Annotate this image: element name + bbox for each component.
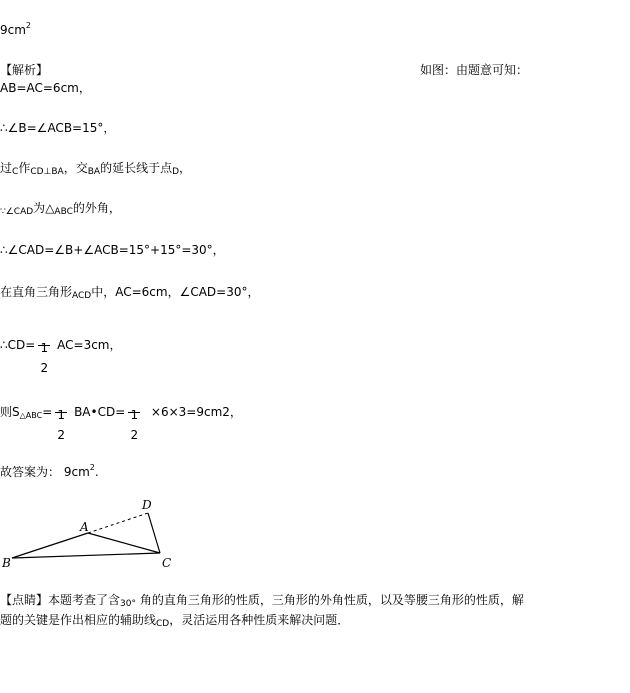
step-8-text-b: =: [42, 405, 53, 419]
segment-bc: [12, 553, 160, 558]
fraction-numerator: 1: [57, 407, 66, 422]
step-3-text-i: ，: [179, 161, 192, 175]
step-3-text-g: 的延长线于点: [100, 161, 173, 175]
final-answer-value: 9cm: [63, 465, 90, 479]
final-answer-period: .: [94, 465, 99, 479]
fraction-bar: [38, 345, 50, 346]
label-b: B: [2, 556, 11, 570]
step-3-text-e: ，交: [63, 161, 88, 175]
fraction-denominator: 2: [40, 360, 49, 375]
fraction-denominator: 2: [57, 427, 66, 442]
segment-ac: [88, 533, 160, 553]
step-6-text-a: 在直角三角形: [0, 285, 73, 299]
step-4-abc: ABC: [54, 207, 73, 217]
answer-line: [0, 18, 31, 38]
step-7-text-b: AC=3cm，: [57, 338, 122, 352]
step-3-ba: BA: [87, 167, 101, 177]
label-c: C: [162, 556, 172, 570]
fraction-bar: [128, 412, 140, 413]
final-answer-superscript: 2: [89, 463, 95, 472]
fraction-half-2: [127, 393, 141, 442]
comment-text-1c: 角的直角三角形的性质，三角形的外角性质，以及等腰三角形的性质，解: [139, 593, 524, 607]
answer-value: 9cm: [0, 23, 26, 37]
step-7-text-a: ∴CD=: [0, 338, 36, 352]
segment-cd: [148, 513, 160, 553]
fraction-denominator: 2: [130, 427, 139, 442]
step-3: [0, 160, 191, 180]
fraction-bar: [55, 412, 67, 413]
step-6-text-c: 中，AC=6cm，∠CAD=30°，: [91, 285, 260, 299]
step-7: [0, 325, 122, 375]
step-3-point-d: D: [172, 167, 180, 177]
segment-ad-dashed: [88, 513, 148, 533]
step-8-text-d: ×6×3=9cm2，: [150, 405, 242, 419]
answer-superscript: 2: [25, 21, 32, 30]
comment-line-1: [0, 592, 524, 612]
comment-text-1a: 本题考查了含: [48, 593, 121, 607]
comment-tag: 【点睛】: [0, 593, 49, 607]
step-8: [0, 392, 242, 442]
analysis-intro: 如图：由题意可知：: [420, 63, 529, 77]
step-4-triangle-symbol: △: [45, 201, 55, 215]
label-a: A: [80, 520, 89, 534]
step-4-text-b: 为: [33, 201, 46, 215]
segment-ba: [12, 533, 88, 558]
step-2: ∴∠B=∠ACB=15°，: [0, 121, 116, 135]
final-answer: [0, 460, 99, 480]
analysis-tag: 【解析】: [0, 63, 49, 77]
comment-cd: CD: [156, 619, 170, 629]
step-4-angle: ∵∠CAD: [0, 207, 34, 217]
fraction-half: [37, 326, 51, 375]
label-d: D: [142, 498, 152, 512]
step-3-text-a: 过: [0, 161, 13, 175]
step-6: [0, 284, 260, 304]
step-8-subscript: △ABC: [19, 411, 43, 420]
step-4: [0, 200, 121, 220]
step-3-point-c: C: [12, 167, 19, 177]
comment-text-2c: ，灵活运用各种性质来解决问题．: [169, 613, 350, 627]
comment-text-2a: 题的关键是作出相应的辅助线: [0, 613, 157, 627]
step-5: ∴∠CAD=∠B+∠ACB=15°+15°=30°，: [0, 243, 225, 257]
step-4-text-e: 的外角，: [72, 201, 121, 215]
fraction-half-1: [54, 393, 68, 442]
fraction-numerator: 1: [40, 340, 49, 355]
step-1: AB=AC=6cm，: [0, 81, 91, 95]
comment-line-2: [0, 612, 349, 632]
comment-angle: 30°: [120, 599, 136, 609]
triangle-figure: [0, 495, 190, 575]
fraction-numerator: 1: [130, 407, 139, 422]
step-8-text-a: 则S: [0, 405, 20, 419]
step-8-text-c: BA•CD=: [74, 405, 126, 419]
step-3-cd-perp: CD⊥BA: [30, 167, 64, 177]
step-3-text-c: 作: [18, 161, 31, 175]
step-6-acd: ACD: [72, 291, 92, 301]
final-answer-label: 故答案为：: [0, 465, 61, 479]
